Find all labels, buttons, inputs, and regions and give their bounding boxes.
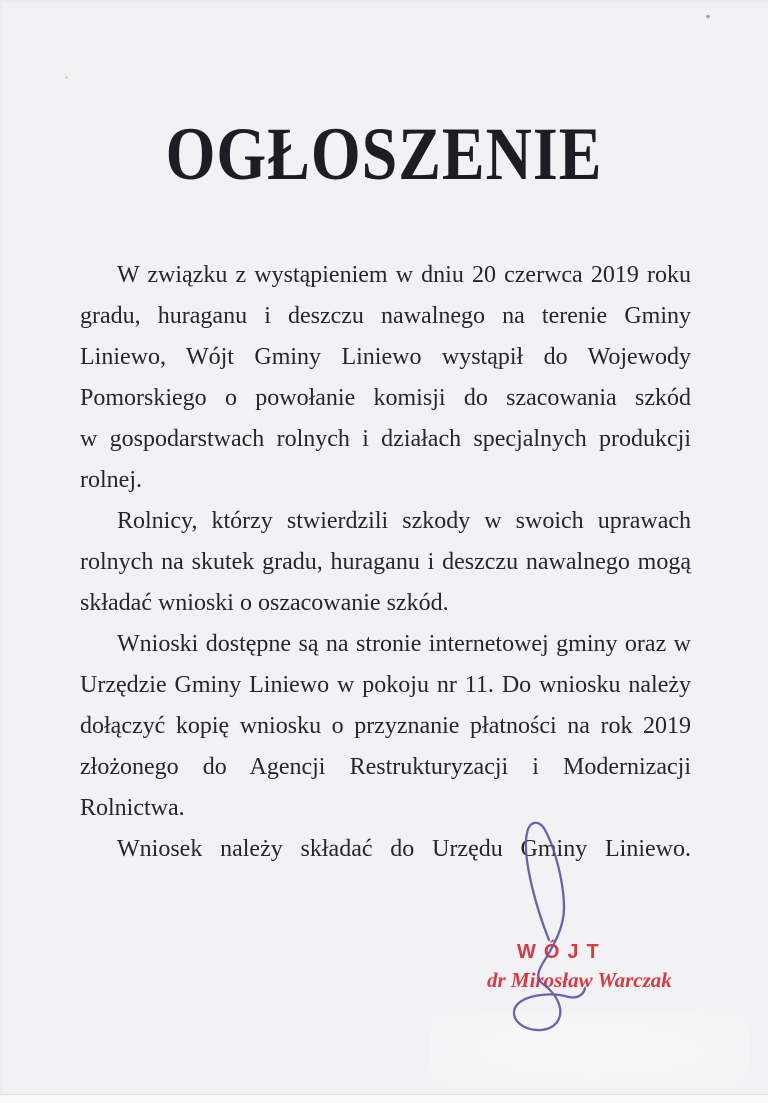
body-line: Rolnictwa. — [80, 795, 185, 821]
body-line: rolnych na skutek gradu, huraganu i deszczu nawalnego mogą — [80, 549, 691, 575]
document-title: OGŁOSZENIE — [165, 111, 603, 196]
body-line: rolnej. — [80, 467, 142, 493]
body-line: Pomorskiego o powołanie komisji do szacowania szkód — [80, 385, 691, 411]
scan-speck — [706, 15, 710, 18]
paper-smudge — [430, 1010, 750, 1090]
scan-edge-top — [0, 0, 768, 5]
mayor-name-stamp: dr Mirosław Warczak — [487, 968, 672, 992]
body-line: Wnioski dostępne są na stronie internetowej gminy oraz w — [117, 631, 691, 657]
body-line: składać wnioski o oszacowanie szkód. — [80, 590, 449, 616]
body-line: Urzędzie Gminy Liniewo w pokoju nr 11. Do wniosku należy — [80, 672, 691, 698]
scan-speck — [65, 76, 68, 79]
body-line: Wniosek należy składać do Urzędu Gminy Liniewo. — [117, 836, 691, 862]
body-line: złożonego do Agencji Restrukturyzacji i Modernizacji — [80, 754, 691, 780]
body-line: Rolnicy, którzy stwierdzili szkody w swoich uprawach — [117, 508, 691, 534]
body-line: w gospodarstwach rolnych i działach specjalnych produkcji — [80, 426, 691, 452]
body-line: dołączyć kopię wniosku o przyznanie płatności na rok 2019 — [80, 713, 691, 739]
mayor-role-stamp: WÓJT — [517, 941, 607, 963]
scan-edge-bottom — [0, 1094, 768, 1103]
announcement-body — [80, 255, 691, 870]
body-line: gradu, huraganu i deszczu nawalnego na terenie Gminy — [80, 303, 691, 329]
body-line: Liniewo, Wójt Gminy Liniewo wystąpił do Wojewody — [80, 344, 691, 370]
body-line: W związku z wystąpieniem w dniu 20 czerwca 2019 roku — [117, 262, 691, 288]
